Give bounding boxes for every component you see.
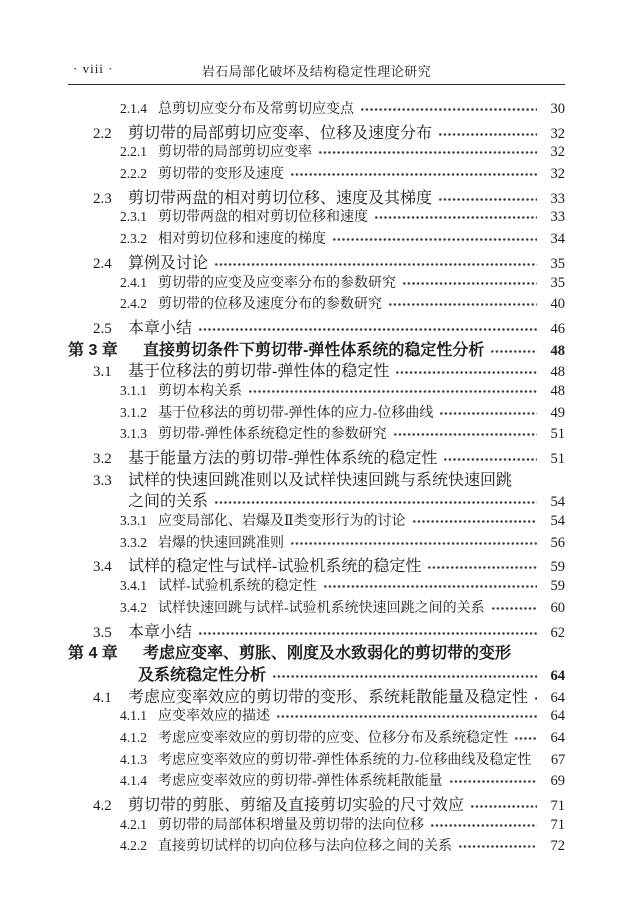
toc-entry-line	[68, 619, 565, 641]
entry-number: 3.1.1	[120, 382, 147, 398]
entry-title: 试样-试验机系统的稳定性	[158, 579, 317, 595]
entry-page-number: 71	[550, 798, 565, 814]
entry-number: 2.3.1	[120, 209, 147, 225]
toc-entry-line	[68, 380, 565, 402]
entry-title: 剪切带-弹性体系统稳定性的参数研究	[158, 427, 387, 443]
dot-leader	[438, 131, 537, 138]
entry-title: 剪切带的局部体积增量及剪切带的法向位移	[158, 817, 424, 833]
entry-number: 3.3.1	[120, 513, 147, 529]
entry-title: 直接剪切试样的切向位移与法向位移之间的关系	[158, 839, 452, 855]
dot-leader	[332, 236, 537, 243]
entry-title: 剪切带的局部剪切应变率	[158, 145, 312, 161]
toc-entry-line-continuation	[68, 488, 565, 510]
entry-number: 4.2.2	[120, 838, 147, 854]
entry-title: 总剪切应变分布及常剪切应变点	[158, 102, 354, 117]
entry-number: 4.1.3	[120, 751, 147, 767]
toc-entry-line	[68, 141, 565, 163]
toc-entry-line	[68, 402, 565, 424]
dot-leader	[514, 735, 537, 742]
toc-entry-line	[68, 272, 565, 294]
entry-number: 2.1.4	[120, 101, 147, 116]
entry-page-number: 48	[550, 382, 565, 399]
entry-page-number: 32	[550, 125, 565, 142]
entry-page-number: 46	[550, 320, 565, 337]
entry-number: 3.1	[93, 364, 112, 381]
entry-title: 剪切带的应变及应变率分布的参数研究	[158, 275, 396, 291]
dot-leader	[427, 564, 537, 571]
entry-number: 2.4.2	[120, 296, 147, 312]
entry-page-number: 64	[550, 708, 565, 725]
entry-page-number: 62	[550, 624, 565, 641]
entry-title: 直接剪切条件下剪切带-弹性体系统的稳定性分析	[143, 341, 485, 359]
toc-entry-line	[68, 640, 565, 662]
dot-leader	[388, 301, 537, 308]
dot-leader	[290, 171, 537, 178]
toc-entry-line	[68, 792, 565, 814]
toc-entry-line	[68, 597, 565, 619]
toc-entry-line	[68, 315, 565, 337]
entry-number: 2.4	[93, 255, 112, 272]
entry-title: 考虑应变率效应的剪切带-弹性体系统的力-位移曲线及稳定性	[158, 752, 532, 768]
dot-leader	[402, 280, 537, 287]
entry-page-number: 35	[550, 274, 565, 291]
entry-page-number: 48	[550, 342, 565, 359]
entry-page-number: 33	[550, 209, 565, 226]
dot-leader	[214, 261, 537, 268]
entry-title: 剪切带的局部剪切应变率、位移及速度分布	[128, 124, 433, 142]
running-title: 岩石局部化破坏及结构稳定性理论研究	[201, 64, 432, 79]
entry-number: 3.1.3	[120, 426, 147, 442]
entry-title: 算例及讨论	[128, 254, 209, 272]
page-content	[68, 58, 565, 857]
dot-leader	[360, 106, 537, 113]
toc-entry-line	[68, 206, 565, 228]
dot-leader	[443, 456, 537, 463]
dot-leader	[374, 214, 537, 221]
entry-page-number: 32	[550, 166, 565, 183]
entry-page-number: 72	[550, 838, 565, 855]
entry-number: 2.2.2	[120, 166, 147, 182]
entry-title: 考虑应变率、剪胀、刚度及水致弱化的剪切带的变形	[143, 645, 512, 663]
entry-page-number: 33	[550, 190, 565, 207]
dot-leader	[248, 388, 537, 395]
entry-number: 4.2	[93, 798, 112, 814]
toc-entry-line	[68, 163, 565, 185]
entry-page-number: 40	[550, 296, 565, 313]
entry-number: 3.5	[93, 624, 112, 641]
entry-page-number: 71	[550, 816, 565, 833]
entry-title: 试样的快速回跳准则以及试样快速回跳与系统快速回跳	[128, 471, 513, 489]
entry-number: 4.2.1	[120, 816, 147, 832]
entry-number: 2.3.2	[120, 231, 147, 247]
entry-page-number: 48	[550, 364, 565, 381]
toc-entry-line	[68, 705, 565, 727]
entry-title: 本章小结	[128, 319, 193, 337]
entry-page-number: 35	[550, 255, 565, 272]
toc-entry-line	[68, 749, 565, 771]
dot-leader	[458, 843, 537, 850]
toc-entry-line	[68, 727, 565, 749]
dot-leader	[491, 605, 537, 612]
entry-page-number: 30	[550, 101, 565, 117]
entry-number: 第 3 章	[68, 341, 118, 359]
toc-entry-line	[68, 358, 565, 380]
entry-page-number: 51	[550, 426, 565, 443]
entry-title: 剪切带的剪胀、剪缩及直接剪切实验的尺寸效应	[128, 797, 465, 814]
entry-page-number: 64	[550, 667, 565, 684]
entry-title: 考虑应变率效应的剪切带的变形、系统耗散能量及稳定性	[128, 688, 529, 706]
dot-leader	[272, 673, 537, 680]
toc-entry-line	[68, 445, 565, 467]
entry-title: 应变率效应的描述	[158, 709, 270, 725]
entry-page-number: 54	[550, 494, 565, 511]
entry-page-number: 32	[550, 144, 565, 161]
entry-number: 3.4.1	[120, 578, 147, 594]
toc-entry-line	[68, 185, 565, 207]
entry-page-number: 64	[550, 689, 565, 706]
dot-leader	[198, 630, 537, 637]
toc-entry-line	[68, 510, 565, 532]
dot-leader	[412, 518, 537, 525]
entry-title: 本章小结	[128, 623, 193, 641]
entry-page-number: 51	[550, 451, 565, 467]
entry-page-number: 60	[550, 599, 565, 616]
entry-number: 3.1.2	[120, 404, 147, 420]
entry-title: 相对剪切位移和速度的梯度	[158, 232, 326, 248]
entry-number: 3.4.2	[120, 599, 147, 615]
toc-entry-line	[68, 228, 565, 250]
entry-number: 3.2	[93, 451, 112, 467]
entry-number: 2.5	[93, 320, 112, 337]
toc-list	[68, 85, 565, 857]
entry-title: 基于位移法的剪切带-弹性体的稳定性	[128, 363, 390, 381]
dot-leader	[395, 369, 537, 376]
entry-title: 剪切本构关系	[158, 383, 242, 399]
dot-leader	[430, 822, 537, 829]
entry-title: 岩爆的快速回跳准则	[158, 535, 284, 551]
toc-entry-line	[68, 467, 565, 489]
dot-leader	[276, 713, 537, 720]
entry-title: 基于位移法的剪切带-弹性体的应力-位移曲线	[158, 405, 434, 421]
entry-number: 2.2	[93, 125, 112, 142]
entry-title: 剪切带的位移及速度分布的参数研究	[158, 297, 382, 313]
dot-leader	[318, 149, 537, 156]
dot-leader	[323, 583, 537, 590]
toc-entry-line	[68, 293, 565, 315]
dot-leader	[490, 348, 537, 355]
entry-number: 4.1.1	[120, 708, 147, 724]
toc-entry-line	[68, 553, 565, 575]
entry-title-continuation: 之间的关系	[128, 493, 209, 511]
toc-entry-line	[68, 575, 565, 597]
toc-entry-line	[68, 835, 565, 857]
toc-entry-line-continuation	[68, 662, 565, 684]
toc-entry-line	[68, 532, 565, 554]
entry-page-number: 56	[550, 534, 565, 551]
entry-page-number: 67	[550, 751, 566, 768]
toc-entry-line	[68, 684, 565, 706]
dot-leader	[438, 196, 537, 203]
dot-leader	[290, 540, 537, 547]
entry-number: 3.3	[93, 472, 112, 489]
entry-number: 4.1	[93, 689, 112, 706]
dot-leader	[393, 431, 537, 438]
entry-page-number: 69	[550, 773, 565, 790]
entry-page-number: 34	[550, 231, 565, 248]
toc-entry-line	[68, 120, 565, 142]
toc-entry-line	[68, 337, 565, 359]
dot-leader	[449, 778, 537, 785]
dot-leader	[439, 410, 537, 417]
dot-leader	[214, 499, 537, 506]
entry-number: 4.1.4	[120, 773, 147, 789]
entry-title: 考虑应变率效应的剪切带的应变、位移分布及系统稳定性	[158, 730, 508, 746]
entry-number: 4.1.2	[120, 729, 147, 745]
entry-title: 剪切带两盘的相对剪切位移、速度及其梯度	[128, 189, 433, 207]
dot-leader	[534, 695, 537, 702]
entry-number: 3.4	[93, 559, 112, 576]
entry-title: 基于能量方法的剪切带-弹性体系统的稳定性	[128, 450, 438, 467]
entry-title: 考虑应变率效应的剪切带-弹性体系统耗散能量	[158, 774, 443, 790]
entry-number: 3.3.2	[120, 534, 147, 550]
entry-page-number: 59	[550, 559, 565, 576]
entry-page-number: 54	[550, 513, 565, 530]
entry-page-number: 64	[550, 729, 565, 746]
page-header	[68, 58, 565, 84]
entry-number: 2.2.1	[120, 144, 147, 160]
folio-page-number: · viii ·	[73, 61, 114, 76]
entry-page-number: 49	[550, 404, 565, 421]
entry-title: 试样的稳定性与试样-试验机系统的稳定性	[128, 558, 422, 576]
dot-leader	[198, 326, 537, 333]
toc-entry-line	[68, 250, 565, 272]
toc-entry-line	[68, 98, 565, 120]
entry-page-number: 59	[550, 578, 565, 595]
entry-title: 剪切带两盘的相对剪切位移和速度	[158, 210, 368, 226]
entry-title: 试样快速回跳与试样-试验机系统快速回跳之间的关系	[158, 600, 485, 616]
entry-number: 2.4.1	[120, 274, 147, 290]
toc-entry-line	[68, 770, 565, 792]
entry-title-continuation: 及系统稳定性分析	[138, 666, 267, 684]
toc-entry-line	[68, 814, 565, 836]
entry-title: 应变局部化、岩爆及Ⅱ类变形行为的讨论	[158, 514, 406, 530]
entry-number: 第 4 章	[68, 645, 118, 663]
entry-number: 2.3	[93, 190, 112, 207]
dot-leader	[470, 803, 537, 810]
toc-entry-line	[68, 423, 565, 445]
entry-title: 剪切带的变形及速度	[158, 167, 284, 183]
